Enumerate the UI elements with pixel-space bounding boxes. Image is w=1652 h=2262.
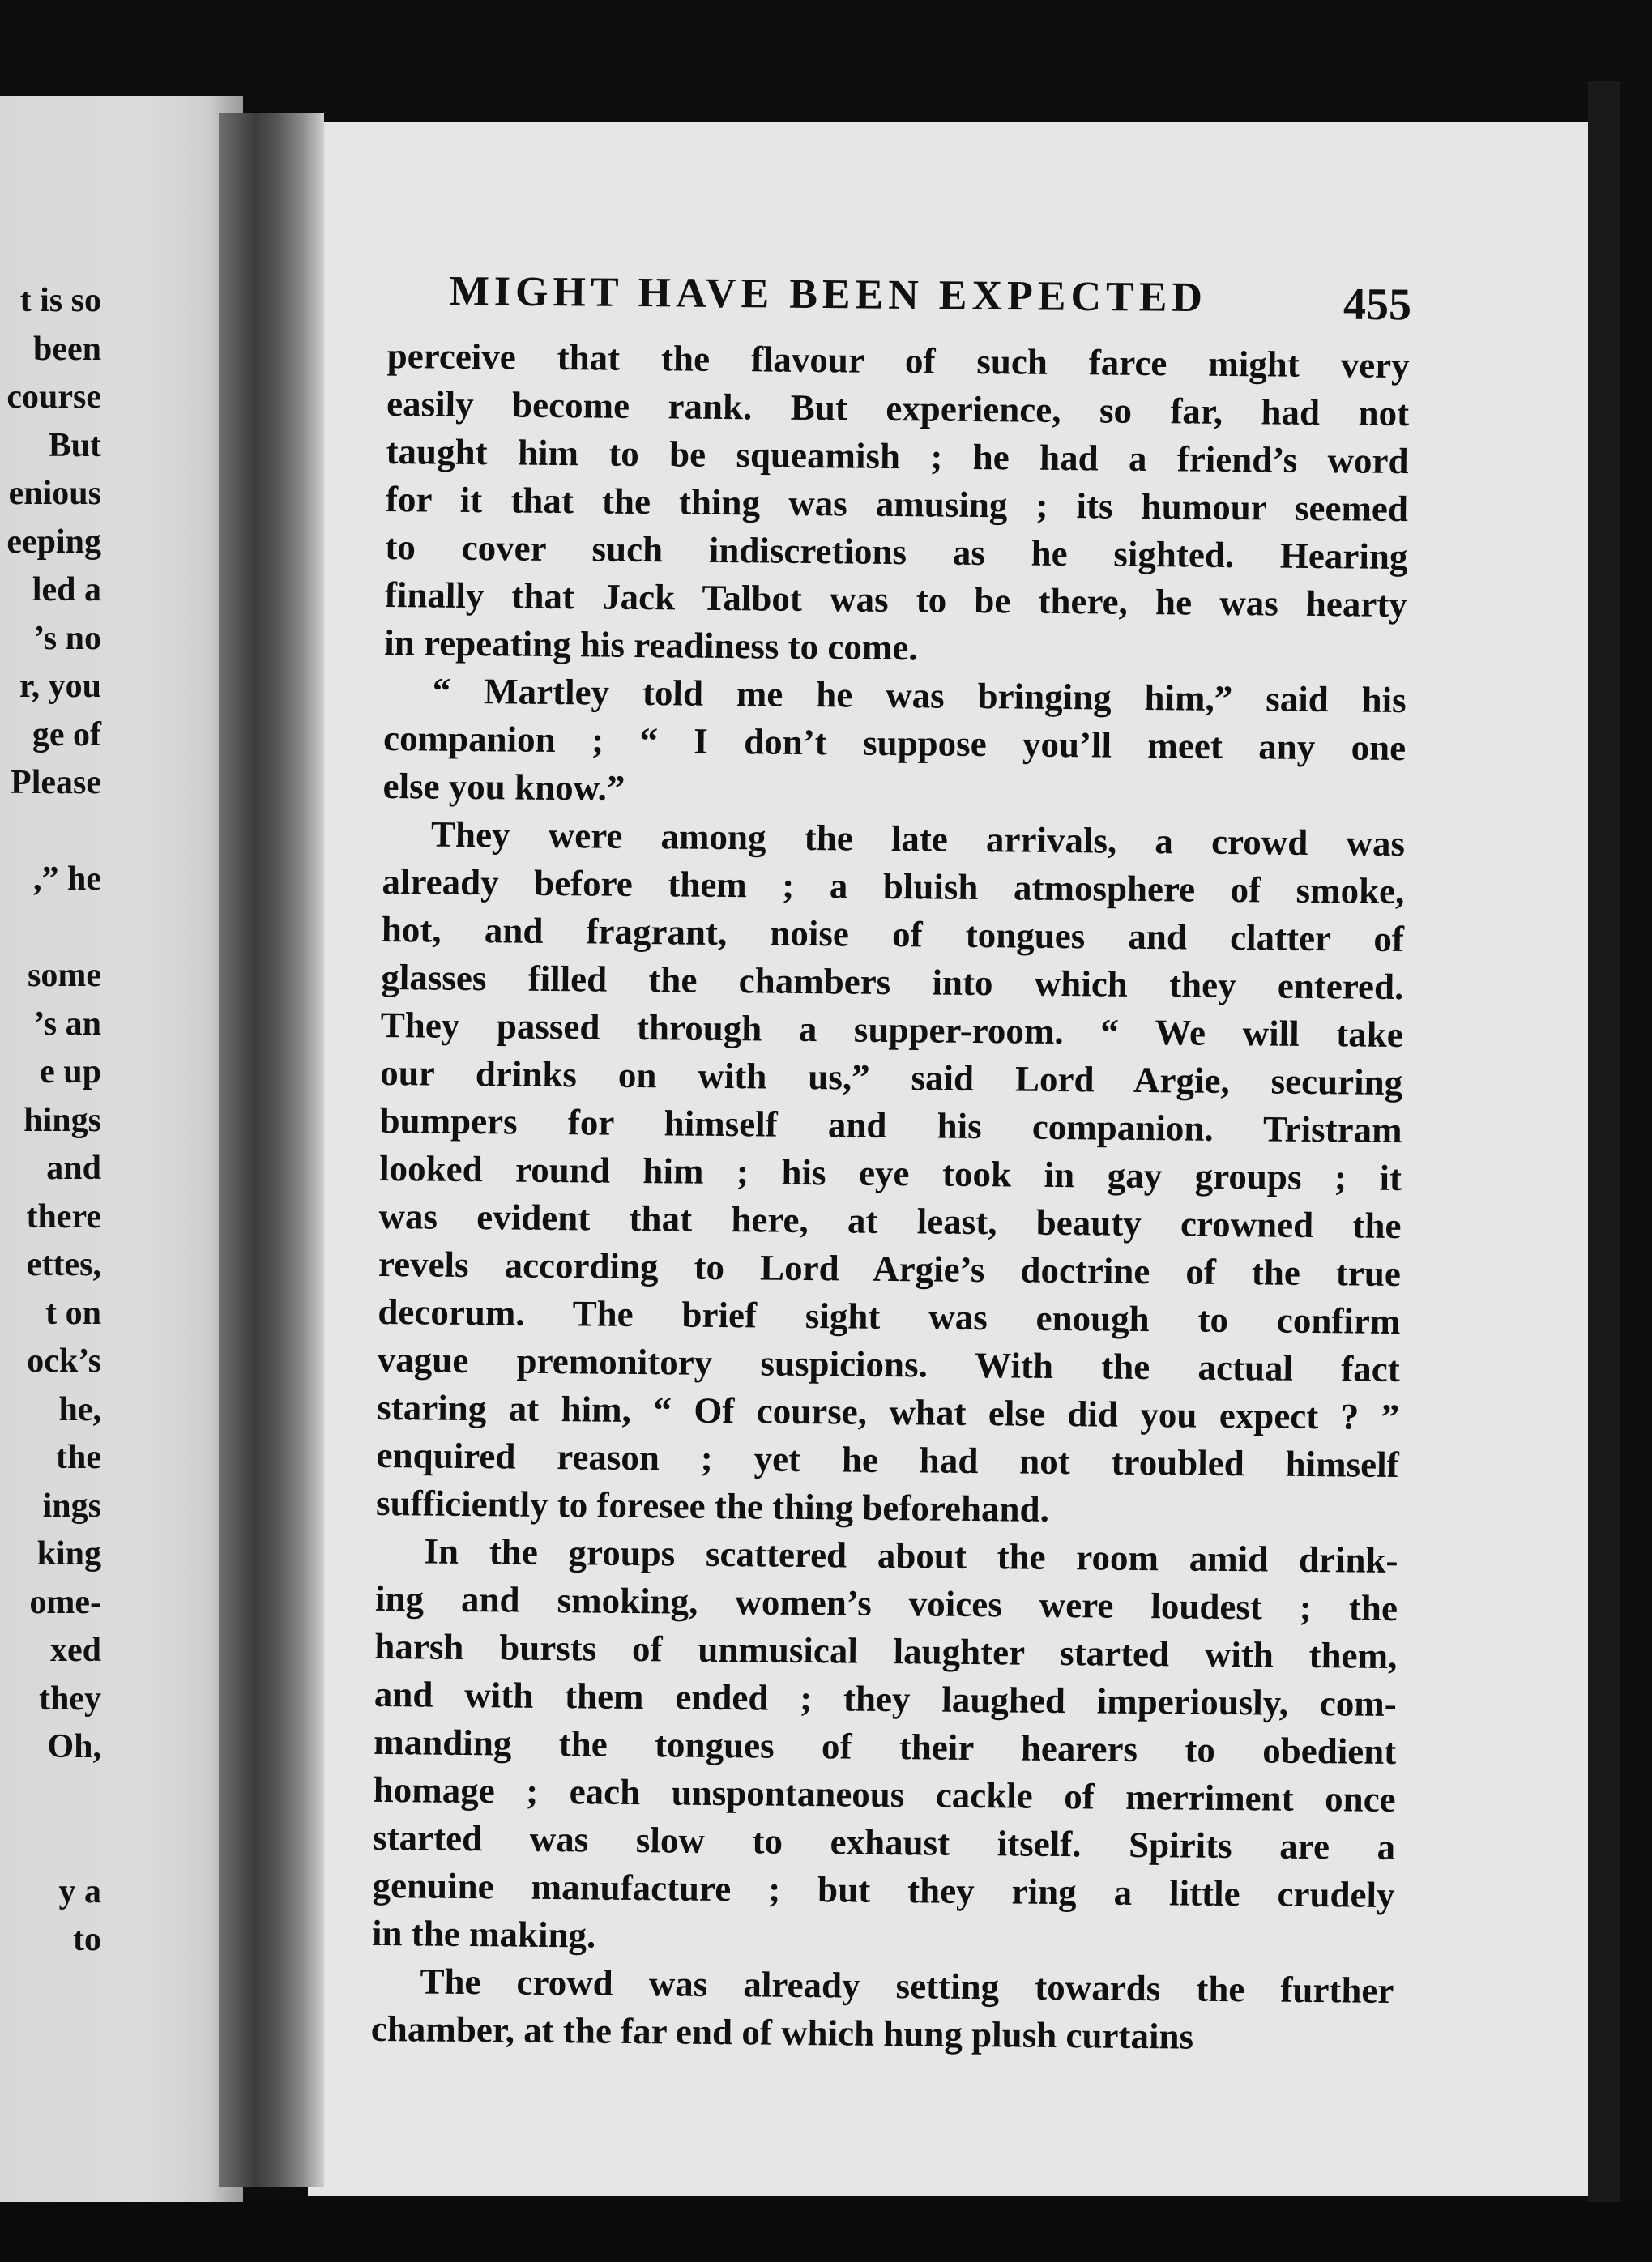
page-edge-shadow: [1588, 81, 1620, 2220]
text-line: revels according to Lord Argie’s doctrine of the true: [378, 1243, 1402, 1295]
text-line: glasses filled the chambers into which they entered.: [381, 956, 1404, 1008]
text-line: else you know.”: [382, 765, 625, 809]
text-line: finally that Jack Talbot was to be there, he was hearty: [384, 574, 1408, 625]
left-page-fragment: ings: [42, 1487, 101, 1525]
left-page-fragment: been: [33, 330, 101, 368]
left-page-fragment: ome-: [29, 1583, 101, 1621]
text-line: started was slow to exhaust itself. Spirits are a: [372, 1816, 1396, 1868]
left-page-fragment: course: [6, 378, 101, 416]
left-page-fragment: e up: [40, 1053, 101, 1090]
left-page-fragment: r, you: [19, 668, 101, 705]
text-line: In the groups scattered about the room amid drink-: [424, 1530, 1398, 1581]
text-line: easily become rank. But experience, so far, had not: [386, 382, 1410, 434]
left-page-fragment: ettes,: [26, 1246, 101, 1283]
text-line: chamber, at the far end of which hung plush curtains: [370, 2008, 1194, 2057]
text-line: in repeating his readiness to come.: [384, 621, 918, 668]
text-line: taught him to be squeamish ; he had a friend’s word: [386, 430, 1409, 482]
page-number: 455: [1343, 279, 1412, 331]
text-line: They passed through a supper-room. “ We will take: [380, 1004, 1403, 1056]
text-line: looked round him ; his eye took in gay groups ; it: [378, 1147, 1402, 1199]
text-line: staring at him, “ Of course, what else did you expect ? ”: [377, 1386, 1400, 1438]
body-text: [371, 332, 1410, 2063]
left-page-fragment: hings: [23, 1101, 101, 1139]
text-line: companion ; “ I don’t suppose you’ll meet any one: [382, 717, 1407, 769]
left-page-fragment: he,: [58, 1390, 101, 1428]
paragraph: [371, 1957, 1394, 2063]
scan-bottom-edge: [0, 2202, 1652, 2262]
left-page-fragment: to: [73, 1921, 101, 1958]
text-line: decorum. The brief sight was enough to confirm: [378, 1291, 1401, 1342]
left-page-fragment: ’s an: [33, 1005, 101, 1043]
left-page-fragment: there: [26, 1197, 101, 1236]
text-line: homage ; each unspontaneous cackle of merriment once: [373, 1769, 1396, 1820]
text-line: “ Martley told me he was bringing him,” said his: [432, 670, 1407, 721]
text-line: vague premonitory suspicions. With the actual fact: [377, 1338, 1401, 1390]
text-line: genuine manufacture ; but they ring a little crudely: [372, 1864, 1395, 1916]
paragraph: [384, 332, 1410, 676]
left-page-fragment: Oh,: [47, 1728, 101, 1765]
text-line: our drinks on with us,” said Lord Argie, securing: [379, 1052, 1403, 1103]
left-page-fragment: eeping: [6, 523, 101, 561]
left-page-fragment: king: [36, 1535, 101, 1573]
paragraph: [372, 1527, 1398, 1967]
text-line: to cover such indiscretions as he sighted. Hearing: [385, 526, 1408, 578]
left-facing-page: [0, 96, 243, 2202]
text-line: in the making.: [371, 1912, 596, 1956]
left-page-fragment: enious: [8, 475, 101, 512]
text-line: enquired reason ; yet he had not troubled himself: [376, 1434, 1399, 1486]
text-line: already before them ; a bluish atmosphere of smoke,: [382, 860, 1405, 912]
left-page-fragment: some: [28, 957, 101, 994]
text-line: They were among the late arrivals, a crowd was: [430, 813, 1406, 864]
paragraph: [382, 667, 1407, 820]
left-page-fragment: But: [48, 426, 101, 464]
text-line: ing and smoking, women’s voices were loudest ; the: [374, 1577, 1398, 1629]
left-page-fragment: led a: [32, 571, 101, 608]
text-line: harsh bursts of unmusical laughter started with them,: [374, 1625, 1398, 1677]
text-line: for it that the thing was amusing ; its humour seemed: [385, 478, 1409, 530]
book-gutter-shadow: [219, 113, 324, 2187]
left-page-fragment: ,” he: [33, 860, 101, 898]
text-line: and with them ended ; they laughed imperiously, com-: [374, 1673, 1398, 1725]
text-line: The crowd was already setting towards the further: [420, 1961, 1394, 2012]
left-page-fragment: t is so: [19, 282, 101, 319]
text-line: sufficiently to foresee the thing beforehand.: [375, 1482, 1050, 1530]
left-page-fragment: ock’s: [27, 1342, 101, 1380]
left-page-fragment: y a: [58, 1872, 101, 1910]
left-page-fragment: and: [46, 1150, 101, 1187]
text-line: manding the tongues of their hearers to obedient: [374, 1721, 1397, 1773]
left-page-fragment: t on: [45, 1294, 101, 1332]
running-header: MIGHT HAVE BEEN EXPECTED: [449, 267, 1208, 322]
text-line: bumpers for himself and his companion. Tristram: [379, 1099, 1402, 1151]
left-page-fragment: the: [56, 1439, 101, 1476]
paragraph: [376, 810, 1405, 1537]
left-page-fragment: ’s no: [33, 619, 101, 657]
text-line: hot, and fragrant, noise of tongues and clatter of: [381, 908, 1405, 960]
left-page-fragment: xed: [50, 1632, 101, 1669]
left-page-fragment: Please: [11, 764, 101, 801]
left-page-fragment: ge of: [32, 715, 101, 753]
text-line: was evident that here, at least, beauty crowned the: [378, 1195, 1402, 1247]
left-page-fragment: they: [39, 1679, 101, 1718]
text-line: perceive that the flavour of such farce might very: [386, 335, 1410, 386]
